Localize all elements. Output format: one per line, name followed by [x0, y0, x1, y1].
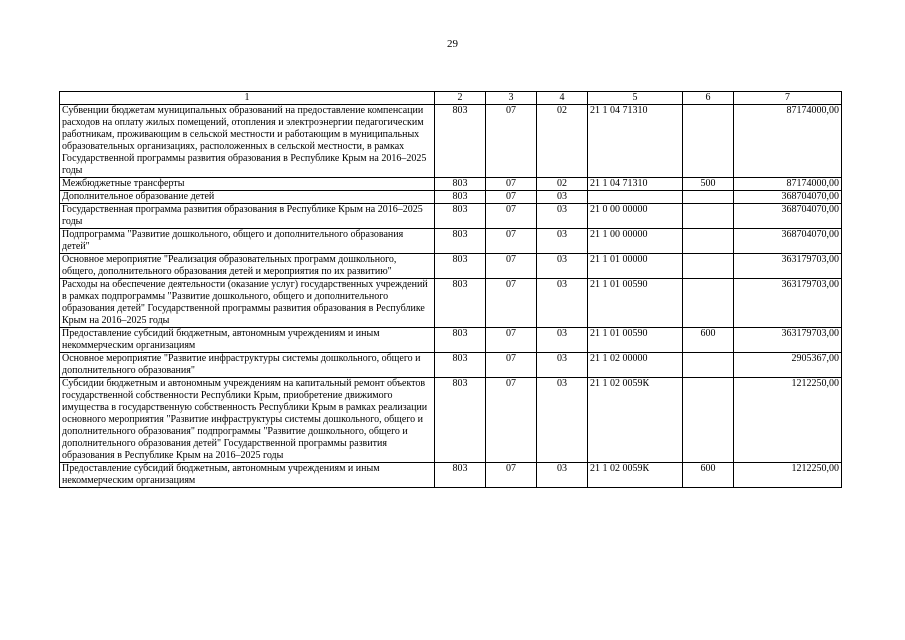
row-section-cell: 07: [486, 229, 537, 254]
row-section-cell: 07: [486, 105, 537, 178]
row-target-article-cell: 21 1 01 00000: [588, 254, 683, 279]
table-row: [60, 191, 842, 204]
row-section-cell: 07: [486, 204, 537, 229]
row-name-cell: Субвенции бюджетам муниципальных образований на предоставление компенсации расходов на оплату жилых помещений, отопления и электроэнергии педагогическим работникам, проживающим в сельской местности и работающим в муниципальных образовательных организациях, расположенных в сельской местности, в рамках Государственной программы развития образования в Республике Крым на 2016–2025 годы: [60, 105, 435, 178]
row-expense-type-cell: [683, 254, 734, 279]
row-subsection-cell: 03: [537, 254, 588, 279]
row-subsection-cell: 03: [537, 204, 588, 229]
row-amount-cell: 87174000,00: [734, 178, 842, 191]
table-header-row: [60, 92, 842, 105]
row-expense-type-cell: [683, 353, 734, 378]
row-section-cell: 07: [486, 279, 537, 328]
row-name-cell: Дополнительное образование детей: [60, 191, 435, 204]
table-body: [60, 105, 842, 488]
row-name-cell: Основное мероприятие "Реализация образовательных программ дошкольного, общего, дополнительного образования детей и мероприятия по их развитию": [60, 254, 435, 279]
row-amount-cell: 1212250,00: [734, 463, 842, 488]
row-target-article-cell: 21 1 04 71310: [588, 178, 683, 191]
row-expense-type-cell: 500: [683, 178, 734, 191]
row-name-cell: Межбюджетные трансферты: [60, 178, 435, 191]
row-target-article-cell: 21 1 02 0059К: [588, 378, 683, 463]
table-row: [60, 463, 842, 488]
column-header: 3: [486, 92, 537, 105]
budget-table: [59, 91, 842, 488]
row-name-cell: Предоставление субсидий бюджетным, автономным учреждениям и иным некоммерческим организациям: [60, 328, 435, 353]
row-grbs-cell: 803: [435, 105, 486, 178]
row-amount-cell: 368704070,00: [734, 229, 842, 254]
row-subsection-cell: 03: [537, 229, 588, 254]
row-name-cell: Расходы на обеспечение деятельности (оказание услуг) государственных учреждений в рамках подпрограммы "Развитие дошкольного, общего и дополнительного образования детей" Государственной программы развития образования в Республике Крым на 2016–2025 годы: [60, 279, 435, 328]
column-header: 2: [435, 92, 486, 105]
row-target-article-cell: 21 1 01 00590: [588, 328, 683, 353]
row-section-cell: 07: [486, 254, 537, 279]
row-grbs-cell: 803: [435, 353, 486, 378]
row-section-cell: 07: [486, 328, 537, 353]
row-target-article-cell: 21 1 04 71310: [588, 105, 683, 178]
row-section-cell: 07: [486, 178, 537, 191]
row-grbs-cell: 803: [435, 204, 486, 229]
table-row: [60, 254, 842, 279]
row-expense-type-cell: [683, 204, 734, 229]
row-grbs-cell: 803: [435, 463, 486, 488]
row-subsection-cell: 03: [537, 353, 588, 378]
row-section-cell: 07: [486, 353, 537, 378]
row-target-article-cell: 21 0 00 00000: [588, 204, 683, 229]
row-grbs-cell: 803: [435, 328, 486, 353]
row-name-cell: Субсидии бюджетным и автономным учреждениям на капитальный ремонт объектов государственной собственности Республики Крым, приобретение движимого имущества в государственную собственность Республики Крым в рамках реализации основного мероприятия "Развитие инфраструктуры системы дошкольного, общего и дополнительного образования" подпрограммы "Развитие дошкольного, общего и дополнительного образования детей" Государственной программы развития образования в Республике Крым на 2016–2025 годы: [60, 378, 435, 463]
row-subsection-cell: 03: [537, 279, 588, 328]
table-row: [60, 204, 842, 229]
row-expense-type-cell: [683, 279, 734, 328]
table-row: [60, 328, 842, 353]
row-subsection-cell: 03: [537, 328, 588, 353]
table-row: [60, 279, 842, 328]
row-grbs-cell: 803: [435, 229, 486, 254]
row-grbs-cell: 803: [435, 378, 486, 463]
row-expense-type-cell: 600: [683, 328, 734, 353]
row-grbs-cell: 803: [435, 279, 486, 328]
table-row: [60, 105, 842, 178]
row-amount-cell: 363179703,00: [734, 328, 842, 353]
row-target-article-cell: 21 1 00 00000: [588, 229, 683, 254]
row-expense-type-cell: [683, 191, 734, 204]
row-amount-cell: 368704070,00: [734, 191, 842, 204]
row-grbs-cell: 803: [435, 254, 486, 279]
column-header: 4: [537, 92, 588, 105]
column-header: 1: [60, 92, 435, 105]
row-section-cell: 07: [486, 191, 537, 204]
row-target-article-cell: [588, 191, 683, 204]
row-expense-type-cell: [683, 229, 734, 254]
row-subsection-cell: 03: [537, 191, 588, 204]
row-subsection-cell: 03: [537, 378, 588, 463]
page-number: 29: [447, 38, 458, 50]
row-name-cell: Предоставление субсидий бюджетным, автономным учреждениям и иным некоммерческим организациям: [60, 463, 435, 488]
table-row: [60, 178, 842, 191]
table-row: [60, 353, 842, 378]
table-row: [60, 229, 842, 254]
column-header: 5: [588, 92, 683, 105]
row-name-cell: Государственная программа развития образования в Республике Крым на 2016–2025 годы: [60, 204, 435, 229]
row-grbs-cell: 803: [435, 178, 486, 191]
row-grbs-cell: 803: [435, 191, 486, 204]
row-amount-cell: 87174000,00: [734, 105, 842, 178]
row-name-cell: Подпрограмма "Развитие дошкольного, общего и дополнительного образования детей": [60, 229, 435, 254]
row-expense-type-cell: 600: [683, 463, 734, 488]
row-target-article-cell: 21 1 02 0059К: [588, 463, 683, 488]
row-target-article-cell: 21 1 02 00000: [588, 353, 683, 378]
row-expense-type-cell: [683, 105, 734, 178]
row-name-cell: Основное мероприятие "Развитие инфраструктуры системы дошкольного, общего и дополнительного образования": [60, 353, 435, 378]
row-subsection-cell: 02: [537, 178, 588, 191]
row-amount-cell: 368704070,00: [734, 204, 842, 229]
table-row: [60, 378, 842, 463]
row-expense-type-cell: [683, 378, 734, 463]
row-section-cell: 07: [486, 463, 537, 488]
row-amount-cell: 1212250,00: [734, 378, 842, 463]
row-subsection-cell: 02: [537, 105, 588, 178]
row-section-cell: 07: [486, 378, 537, 463]
row-target-article-cell: 21 1 01 00590: [588, 279, 683, 328]
row-amount-cell: 2905367,00: [734, 353, 842, 378]
column-header: 6: [683, 92, 734, 105]
row-amount-cell: 363179703,00: [734, 254, 842, 279]
column-header: 7: [734, 92, 842, 105]
row-subsection-cell: 03: [537, 463, 588, 488]
row-amount-cell: 363179703,00: [734, 279, 842, 328]
